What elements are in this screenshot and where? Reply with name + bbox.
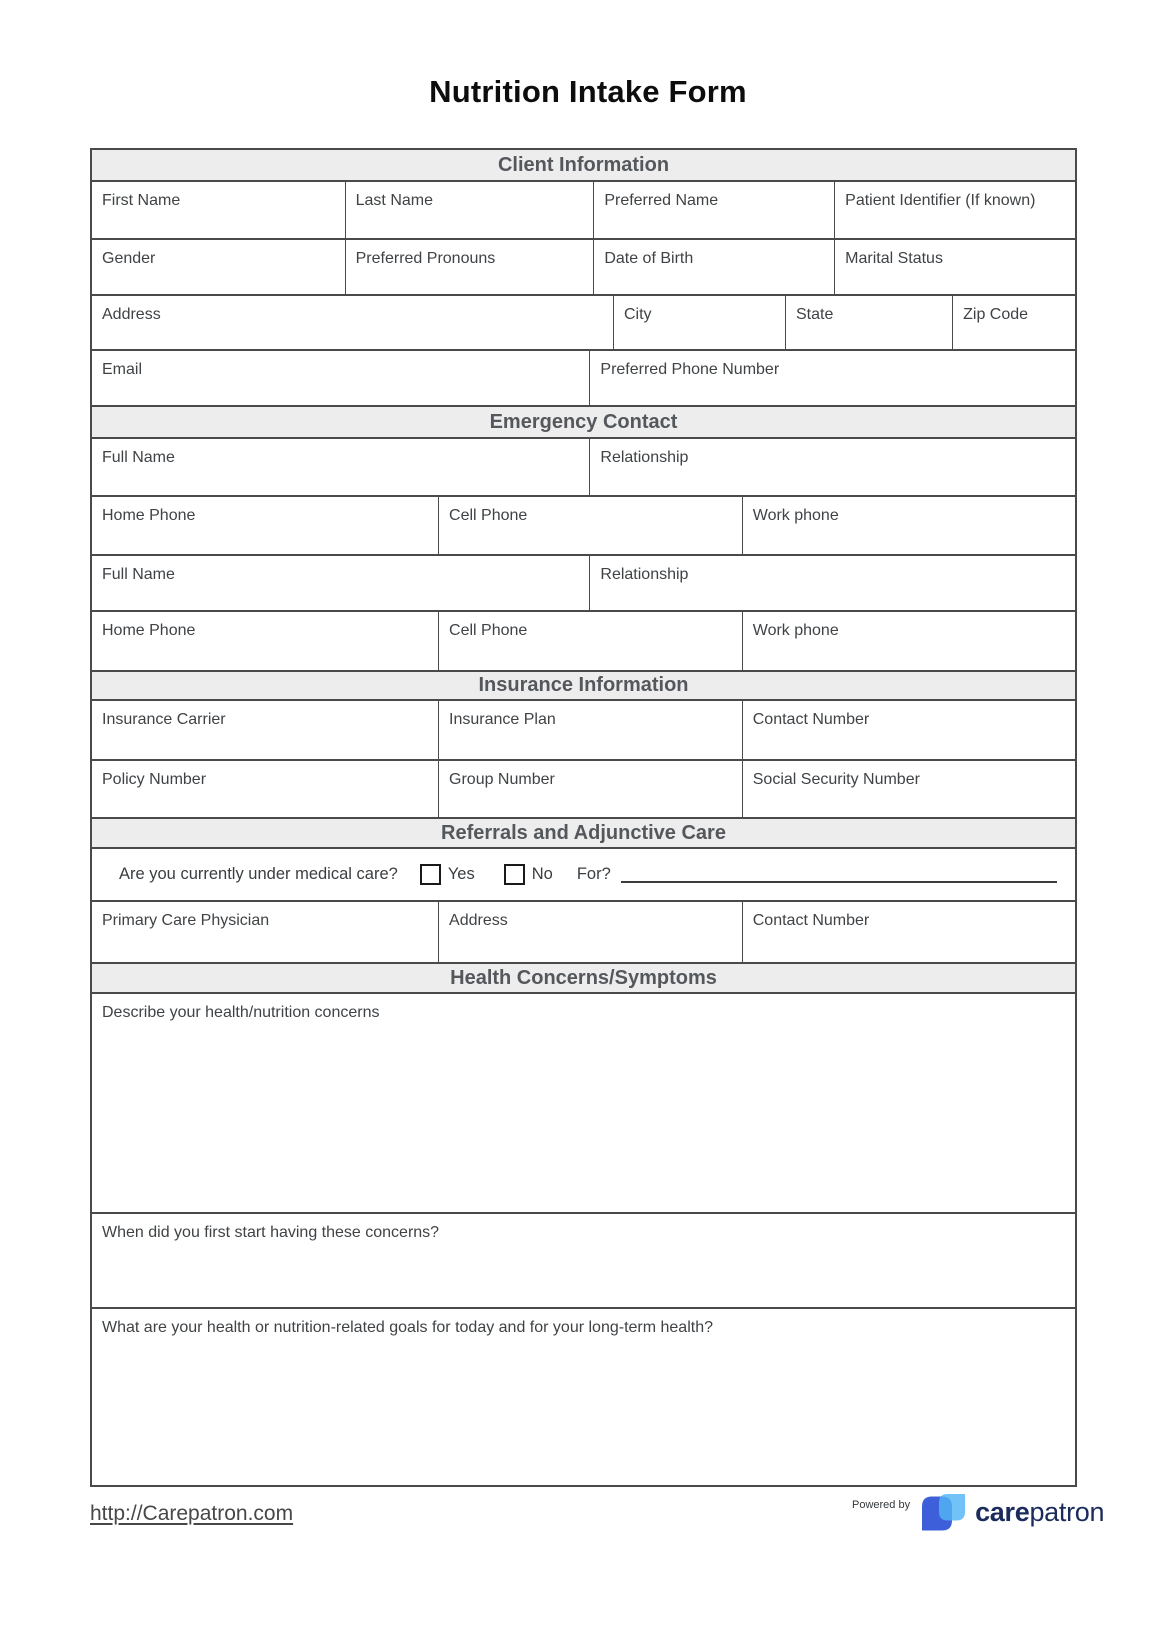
- field-label: Marital Status: [845, 250, 943, 267]
- field-label: Cell Phone: [449, 507, 528, 524]
- field-referral-contact-number[interactable]: [742, 902, 1075, 962]
- field-label: Policy Number: [102, 771, 207, 788]
- for-label: For?: [576, 865, 611, 883]
- section-header-health-concerns: [92, 962, 1075, 992]
- field-health-goals[interactable]: [92, 1309, 1075, 1485]
- carepatron-logo-icon: [919, 1491, 969, 1533]
- field-label: Relationship: [600, 566, 689, 583]
- field-label: Describe your health/nutrition concerns: [102, 1004, 380, 1021]
- field-label: What are your health or nutrition-related goals for today and for your long-term health?: [102, 1319, 713, 1336]
- medical-care-question-row: [92, 847, 1075, 900]
- table-row: [92, 437, 1075, 495]
- field-label: Home Phone: [102, 507, 196, 524]
- field-preferred-phone-number[interactable]: [589, 351, 1075, 405]
- field-label: Contact Number: [752, 912, 870, 929]
- section-header-referrals: [92, 817, 1075, 847]
- carepatron-wordmark: [975, 1497, 1104, 1528]
- table-row: [92, 554, 1075, 610]
- field-insurance-carrier[interactable]: [92, 701, 438, 759]
- medical-care-question: Are you currently under medical care?: [119, 865, 398, 883]
- field-label: Work phone: [752, 507, 839, 524]
- table-row: [92, 495, 1075, 554]
- field-label: Address: [102, 306, 161, 323]
- brand-patron: patron: [1029, 1496, 1105, 1527]
- field-ec2-full-name[interactable]: [92, 556, 589, 610]
- field-ec1-cell-phone[interactable]: [438, 497, 742, 554]
- powered-by-text: Powered by: [852, 1499, 911, 1511]
- field-last-name[interactable]: [345, 182, 594, 238]
- field-ec1-full-name[interactable]: [92, 439, 589, 495]
- field-label: First Name: [102, 192, 181, 209]
- section-title: Emergency Contact: [489, 410, 678, 433]
- field-preferred-name[interactable]: [593, 182, 834, 238]
- yes-checkbox[interactable]: [420, 864, 441, 885]
- table-row: [92, 1307, 1075, 1485]
- section-header-emergency-contact: [92, 405, 1075, 437]
- field-label: Date of Birth: [604, 250, 694, 267]
- field-ec2-relationship[interactable]: [589, 556, 1075, 610]
- field-ec1-home-phone[interactable]: [92, 497, 438, 554]
- table-row: [92, 349, 1075, 405]
- field-label: Email: [102, 361, 143, 378]
- field-ec2-cell-phone[interactable]: [438, 612, 742, 670]
- field-insurance-contact-number[interactable]: [742, 701, 1075, 759]
- field-insurance-plan[interactable]: [438, 701, 742, 759]
- table-row: [92, 238, 1075, 294]
- field-date-of-birth[interactable]: [593, 240, 834, 294]
- field-label: Social Security Number: [752, 771, 920, 788]
- field-label: Relationship: [600, 449, 689, 466]
- table-row: [92, 759, 1075, 817]
- field-primary-care-physician[interactable]: [92, 902, 438, 962]
- field-zip-code[interactable]: [952, 296, 1075, 349]
- nutrition-intake-form: [90, 148, 1077, 1487]
- field-label: Address: [449, 912, 508, 929]
- section-title: Insurance Information: [478, 674, 689, 696]
- field-ec1-work-phone[interactable]: [742, 497, 1075, 554]
- field-patient-identifier[interactable]: [834, 182, 1075, 238]
- field-label: Preferred Phone Number: [600, 361, 780, 378]
- field-state[interactable]: [785, 296, 952, 349]
- field-social-security-number[interactable]: [742, 761, 1075, 817]
- section-title: Health Concerns/Symptoms: [450, 966, 717, 989]
- field-first-name[interactable]: [92, 182, 345, 238]
- no-checkbox-label: No: [531, 865, 553, 883]
- page-title: Nutrition Intake Form: [429, 74, 747, 109]
- field-label: Work phone: [752, 622, 839, 639]
- section-header-client-information: [92, 150, 1075, 180]
- field-preferred-pronouns[interactable]: [345, 240, 594, 294]
- field-label: Contact Number: [752, 711, 870, 728]
- field-label: Full Name: [102, 566, 175, 583]
- field-referral-address[interactable]: [438, 902, 742, 962]
- field-label: Full Name: [102, 449, 175, 466]
- field-label: Group Number: [449, 771, 555, 788]
- field-label: Gender: [102, 250, 156, 267]
- yes-checkbox-label: Yes: [447, 865, 475, 883]
- no-checkbox[interactable]: [504, 864, 525, 885]
- section-title: Referrals and Adjunctive Care: [441, 821, 726, 844]
- field-label: Zip Code: [963, 306, 1029, 323]
- table-row: [92, 992, 1075, 1212]
- field-label: When did you first start having these concerns?: [102, 1224, 440, 1241]
- field-marital-status[interactable]: [834, 240, 1075, 294]
- field-label: Insurance Carrier: [102, 711, 226, 728]
- field-label: State: [796, 306, 834, 323]
- field-label: Cell Phone: [449, 622, 528, 639]
- field-policy-number[interactable]: [92, 761, 438, 817]
- field-label: Home Phone: [102, 622, 196, 639]
- table-row: [92, 610, 1075, 670]
- field-ec2-work-phone[interactable]: [742, 612, 1075, 670]
- section-title: Client Information: [497, 153, 670, 176]
- table-row: [92, 699, 1075, 759]
- table-row: [92, 1212, 1075, 1307]
- field-ec1-relationship[interactable]: [589, 439, 1075, 495]
- field-label: Last Name: [355, 192, 433, 209]
- field-email[interactable]: [92, 351, 589, 405]
- field-label: Patient Identifier (If known): [845, 192, 1036, 209]
- field-health-concerns[interactable]: [92, 994, 1075, 1212]
- field-label: Insurance Plan: [449, 711, 556, 728]
- carepatron-link[interactable]: http://Carepatron.com: [90, 1502, 294, 1525]
- field-label: Preferred Pronouns: [355, 250, 496, 267]
- table-row: [92, 180, 1075, 238]
- powered-by-logo: [852, 1488, 1104, 1536]
- for-answer-line[interactable]: [621, 867, 1057, 883]
- field-city[interactable]: [613, 296, 785, 349]
- table-row: [92, 294, 1075, 349]
- field-concerns-onset[interactable]: [92, 1214, 1075, 1307]
- field-group-number[interactable]: [438, 761, 742, 817]
- section-header-insurance-information: [92, 670, 1075, 699]
- field-ec2-home-phone[interactable]: [92, 612, 438, 670]
- field-label: City: [623, 306, 652, 323]
- brand-care: care: [975, 1496, 1030, 1527]
- field-label: Preferred Name: [604, 192, 719, 209]
- field-gender[interactable]: [92, 240, 345, 294]
- table-row: [92, 900, 1075, 962]
- field-label: Primary Care Physician: [102, 912, 270, 929]
- field-address[interactable]: [92, 296, 613, 349]
